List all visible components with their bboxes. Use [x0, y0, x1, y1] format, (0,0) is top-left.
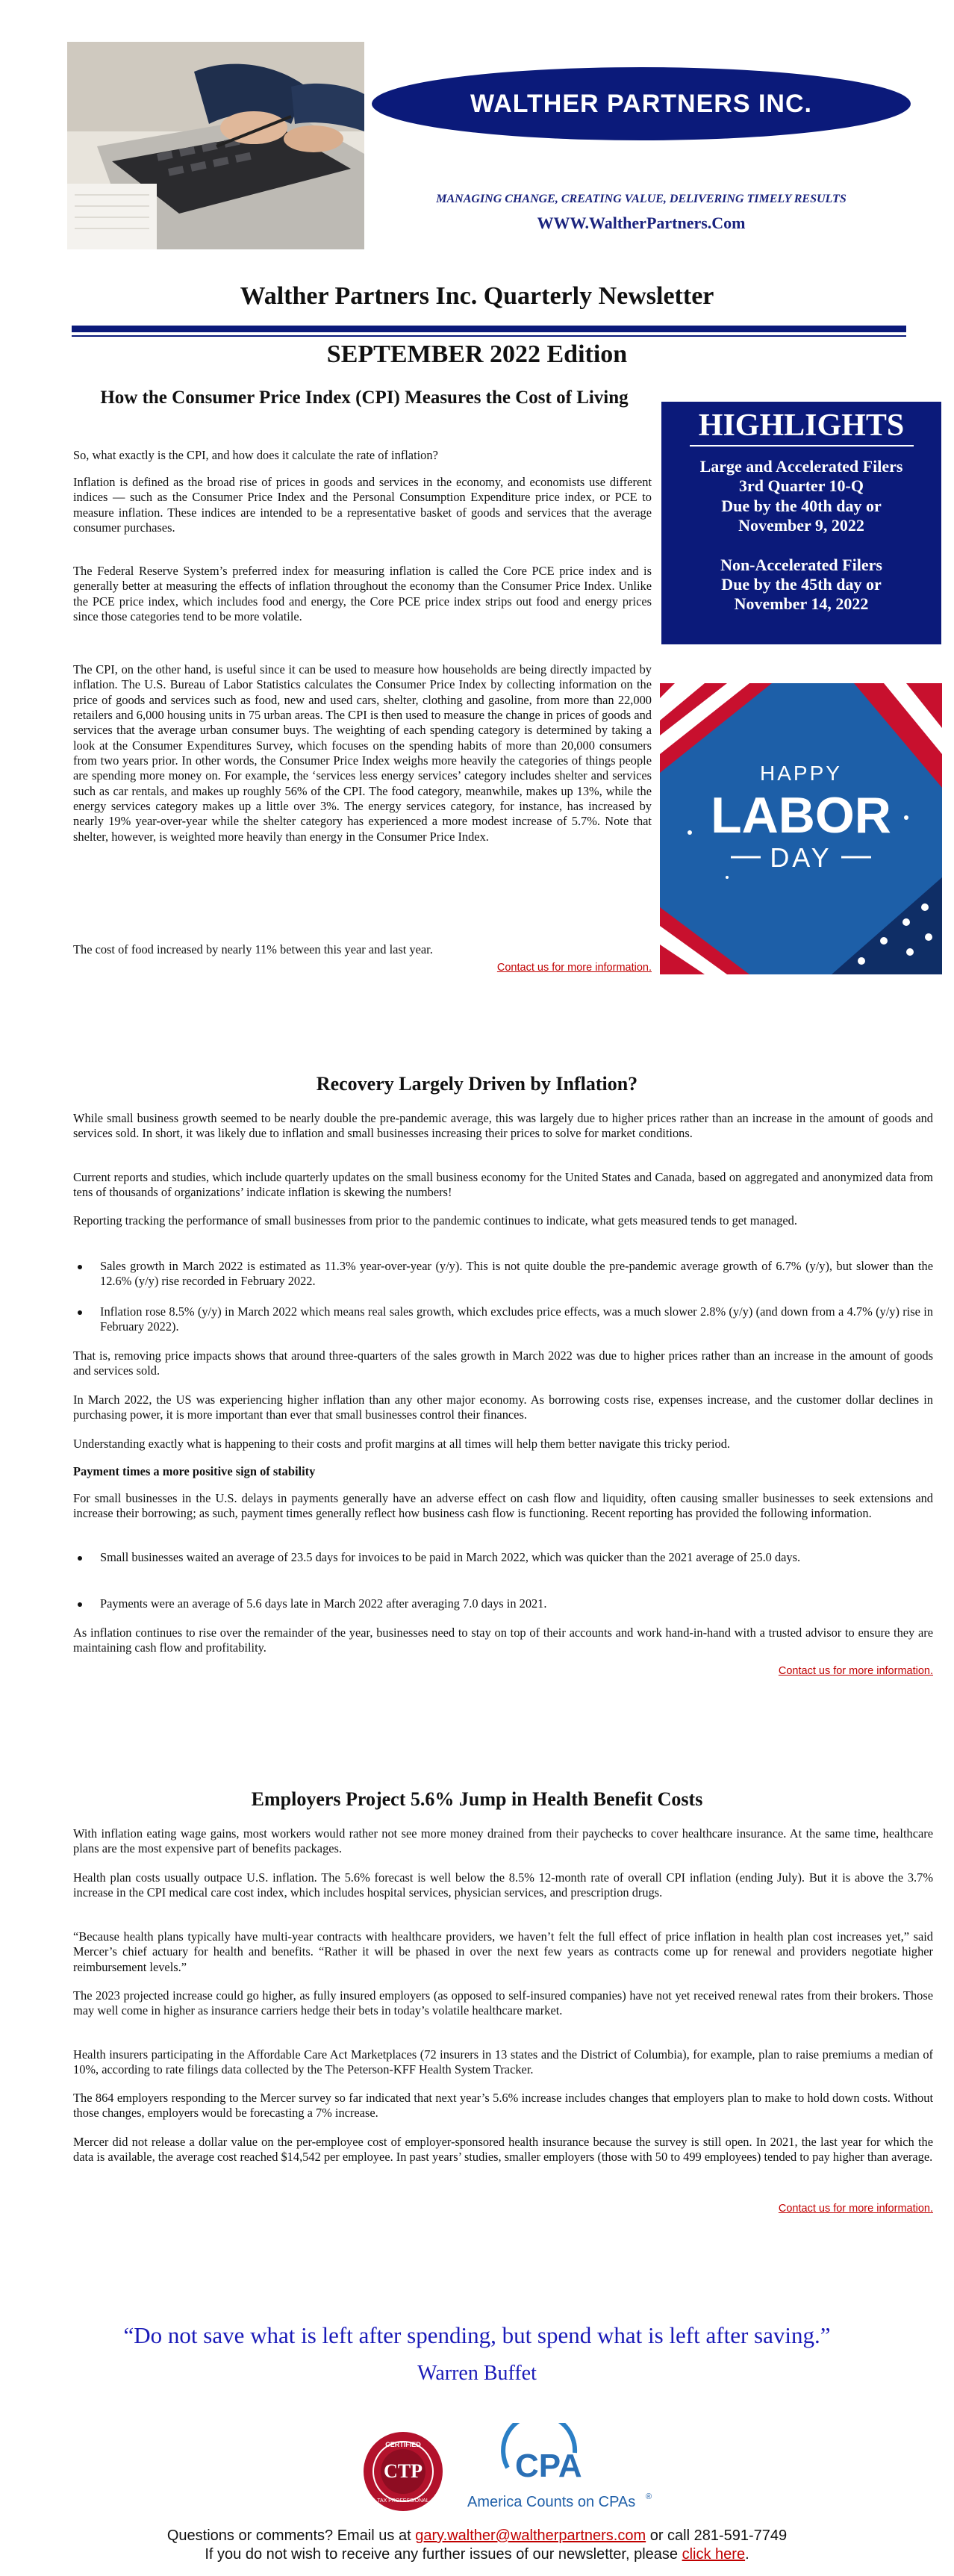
article1-paragraph: The Federal Reserve System’s preferred index for measuring inflation is called the Core PCE price index and is generally better at measuring the effects of inflation throughout the economy than the Consumer Price Index. Unlike the PCE price index, which includes food and energy, the Core PCE price index strips out food and energy prices since those categories tend to be more volatile.	[73, 564, 652, 624]
laptop-illustration	[67, 42, 364, 249]
article1-paragraph: The cost of food increased by nearly 11% between this year and last year.	[73, 942, 433, 956]
labor-day-labor: LABOR	[711, 787, 891, 844]
highlights-heading: HIGHLIGHTS	[698, 408, 905, 443]
cpa-logo-text: CPA	[515, 2448, 582, 2484]
article2-paragraph: While small business growth seemed to be nearly double the pre-pandemic average, this was largely due to higher prices rather than an increase in the amount of goods and services sold. In short, it was likely due to inflation and small businesses increasing their prices to solve for market conditions.	[73, 1111, 933, 1141]
article2-paragraph: That is, removing price impacts shows that around three-quarters of the sales growth in March 2022 was due to higher prices rather than an increase in the amount of goods and services sold.	[73, 1348, 933, 1378]
bullet-dot-icon	[78, 1310, 82, 1315]
footer-unsubscribe-post: .	[745, 2546, 749, 2563]
article3-paragraph: The 864 employers responding to the Mercer survey so far indicated that next year’s 5.6% increase includes changes that employers plan to make to hold down costs. Without those changes, employers would be forecasting a 7% increase.	[73, 2091, 933, 2121]
ctp-seal-icon	[362, 2430, 444, 2513]
title-rule	[72, 326, 906, 332]
article3-paragraph: “Because health plans typically have multi-year contracts with healthcare providers, we haven’t felt the full effect of price inflation in health plan cost increases yet,” said Mercer’s chief actuary for health and benefits. “Rather it will be phased in over the next few years as contracts come up for renewal and providers negotiate higher reimbursement levels.”	[73, 1929, 933, 1974]
article2-bullet	[73, 1304, 933, 1335]
article2-contact-link[interactable]: Contact us for more information.	[778, 1665, 933, 1677]
article2-paragraph: Understanding exactly what is happening to their costs and profit margins at all times will help them better navigate this tricky period.	[73, 1437, 731, 1451]
article1-contact-link[interactable]: Contact us for more information.	[496, 962, 652, 974]
highlights-line: Due by the 45th day or	[721, 574, 882, 594]
article2-bullet	[73, 1550, 933, 1565]
header-photo-laptop-hands	[67, 42, 364, 249]
company-logo-oval	[372, 67, 911, 140]
ctp-badge	[362, 2430, 444, 2513]
footer-unsubscribe-line	[0, 2546, 954, 2563]
article3-contact-link[interactable]: Contact us for more information.	[778, 2203, 933, 2215]
company-name: WALTHER PARTNERS INC.	[470, 89, 812, 118]
highlights-underline	[690, 445, 914, 447]
article2-subheading: Payment times a more positive sign of stability	[73, 1464, 316, 1478]
article1-paragraph: The CPI, on the other hand, is useful since it can be used to measure how households are being directly impacted by inflation. The U.S. Bureau of Labor Statistics calculates the Consumer Price Index by collecting information on the price of goods and services such as food, new and used cars, shelter, clothing and gasoline, from more than 22,000 retailers and 6,000 housing units in 75 urban areas. The CPI is then used to measure the change in prices of goods and services that the average urban consumer buys. The weighting of each spending category is determined by taking a look at the Consumer Expenditures Survey, which focuses on the spending habits of more than 20,000 consumers from two years prior. In other words, the Consumer Price Index weighs more heavily the categories of things people are spending more money on. For example, the ‘services less energy services’ category includes shelter and services such as car rentals, and makes up roughly 56% of the CPI. The food category, meanwhile, makes up 13%, while the energy services category makes up a little over 3%. The energy services category, for instance, has increased by nearly 19% year-over-year while the shelter category has experienced a more modest increase of 5.7%. Note that shelter, however, is weighted more heavily than energy in the Consumer Price Index.	[73, 662, 652, 844]
cpa-registered-mark: ®	[646, 2492, 652, 2501]
article1-paragraph: So, what exactly is the CPI, and how does it calculate the rate of inflation?	[73, 448, 438, 462]
footer-email-link[interactable]: gary.walther@waltherpartners.com	[415, 2527, 646, 2544]
bullet-dot-icon	[78, 1265, 82, 1269]
cpa-badge	[463, 2423, 657, 2513]
article3-paragraph: Health plan costs usually outpace U.S. inflation. The 5.6% forecast is well below the 8.5% 12-month rate of overall CPI inflation (ending July). But it is above the 3.7% increase in the CPI medical care cost index, which includes hospital services, physician services, and prescription drugs.	[73, 1870, 933, 1900]
highlights-line: Due by the 40th day or	[721, 496, 882, 515]
article2-paragraph: As inflation continues to rise over the remainder of the year, businesses need to stay on top of their accounts and work hand-in-hand with a trusted advisor to ensure they are maintaining cash flow and profitability.	[73, 1625, 933, 1655]
labor-day-graphic	[660, 683, 942, 974]
highlights-line: November 9, 2022	[738, 516, 864, 535]
newsletter-title: Walther Partners Inc. Quarterly Newsletter	[240, 282, 714, 310]
article3-paragraph: With inflation eating wage gains, most workers would rather not see more money drained from their paychecks to cover healthcare insurance. At the same time, healthcare plans are the most expensive part of benefits packages.	[73, 1826, 933, 1856]
cpa-logo-icon	[463, 2423, 657, 2513]
article2-bullet	[73, 1596, 933, 1611]
title-rule-thin	[72, 335, 906, 337]
article2-paragraph: Current reports and studies, which include quarterly updates on the small business economy for the United States and Canada, based on aggregated and anonymized data from tens of thousands of organizations’ indicate inflation is skewing the numbers!	[73, 1170, 933, 1200]
bullet-text: Inflation rose 8.5% (y/y) in March 2022 which means real sales growth, which excludes price effects, was a much slower 2.8% (y/y) (and down from a 4.7% (y/y) rise in February 2022).	[100, 1304, 933, 1334]
website-link[interactable]: WWW.WaltherPartners.Com	[537, 214, 746, 232]
article1-title: How the Consumer Price Index (CPI) Measures the Cost of Living	[100, 388, 629, 408]
quote-author: Warren Buffet	[417, 2362, 537, 2385]
ctp-seal-bottom-text: TAX PROFESSIONAL	[377, 2498, 429, 2504]
highlights-box	[661, 402, 941, 644]
article2-paragraph: In March 2022, the US was experiencing higher inflation than any other major economy. As borrowing costs rise, expenses increase, and the customer dollar declines in purchasing power, it is more important than ever that small businesses control their finances.	[73, 1393, 933, 1422]
unsubscribe-link[interactable]: click here	[682, 2546, 746, 2563]
highlights-line: Large and Accelerated Filers	[699, 457, 903, 476]
article2-bullet	[73, 1259, 933, 1289]
article3-paragraph: Mercer did not release a dollar value on the per-employee cost of employer-sponsored health insurance because the survey is still open. In 2021, the last year for which the data is available, the average cost reached $14,542 per employee. In past years’ studies, smaller employers (those with 50 to 499 employees) tended to pay higher than average.	[73, 2135, 933, 2165]
cpa-tagline: America Counts on CPAs	[467, 2494, 636, 2510]
labor-day-happy: HAPPY	[760, 762, 842, 785]
article2-paragraph: For small businesses in the U.S. delays in payments generally have an adverse effect on cash flow and liquidity, often causing smaller businesses to seek extensions and increase their borrowing; as such, payment times generally reflect how business cash flow is functioning. Recent reporting has provided the following information.	[73, 1491, 933, 1521]
article2-title: Recovery Largely Driven by Inflation?	[316, 1073, 638, 1095]
article1-paragraph: Inflation is defined as the broad rise of prices in goods and services in the economy, and economists use different indices — such as the Consumer Price Index and the Personal Consumption Expenditure price index, or PCE to measure inflation. These indices are intended to be a representative basket of goods and services that the average consumer purchases.	[73, 475, 652, 535]
footer-unsubscribe-pre: If you do not wish to receive any further issues of our newsletter, please	[205, 2546, 682, 2563]
highlights-line: Non-Accelerated Filers	[720, 555, 882, 574]
edition-title: SEPTEMBER 2022 Edition	[326, 340, 628, 368]
bullet-dot-icon	[78, 1602, 82, 1607]
article3-title: Employers Project 5.6% Jump in Health Benefit Costs	[251, 1788, 703, 1810]
footer-contact-line	[0, 2527, 954, 2545]
footer-contact-post: or call 281-591-7749	[646, 2527, 788, 2544]
bullet-text: Payments were an average of 5.6 days late in March 2022 after averaging 7.0 days in 2021.	[100, 1596, 547, 1611]
bullet-text: Sales growth in March 2022 is estimated as 11.3% year-over-year (y/y). This is not quite double the pre-pandemic average growth of 6.7% (y/y), but slower than the 12.6% (y/y) rise recorded in February 2022.	[100, 1259, 933, 1289]
ctp-seal-text: CTP	[384, 2460, 423, 2482]
article3-paragraph: The 2023 projected increase could go higher, as fully insured employers (as opposed to self-insured companies) have not yet received renewal rates from their brokers. Those may well come in higher as insurance carriers hedge their bets in today’s volatile healthcare market.	[73, 1988, 933, 2018]
labor-day-flag-image	[660, 683, 942, 974]
labor-day-day: DAY	[770, 842, 832, 873]
bullet-dot-icon	[78, 1556, 82, 1561]
highlights-line: 3rd Quarter 10-Q	[738, 476, 864, 496]
highlights-line: November 14, 2022	[734, 594, 869, 614]
footer-contact-pre: Questions or comments? Email us at	[166, 2527, 416, 2544]
bullet-text: Small businesses waited an average of 23.5 days for invoices to be paid in March 2022, which was quicker than the 2021 average of 25.0 days.	[100, 1550, 801, 1564]
quote-text: “Do not save what is left after spending, but spend what is left after saving.”	[123, 2322, 831, 2348]
article3-paragraph: Health insurers participating in the Affordable Care Act Marketplaces (72 insurers in 13 states and the District of Columbia), for example, plan to raise premiums a median of 10%, according to rate filings data collected by the The Peterson-KFF Health System Tracker.	[73, 2047, 933, 2077]
article2-paragraph: Reporting tracking the performance of small businesses from prior to the pandemic continues to indicate, what gets measured tends to get managed.	[73, 1213, 797, 1228]
company-tagline: MANAGING CHANGE, CREATING VALUE, DELIVERING TIMELY RESULTS	[436, 193, 847, 205]
ctp-seal-top-text: CERTIFIED	[385, 2441, 421, 2448]
